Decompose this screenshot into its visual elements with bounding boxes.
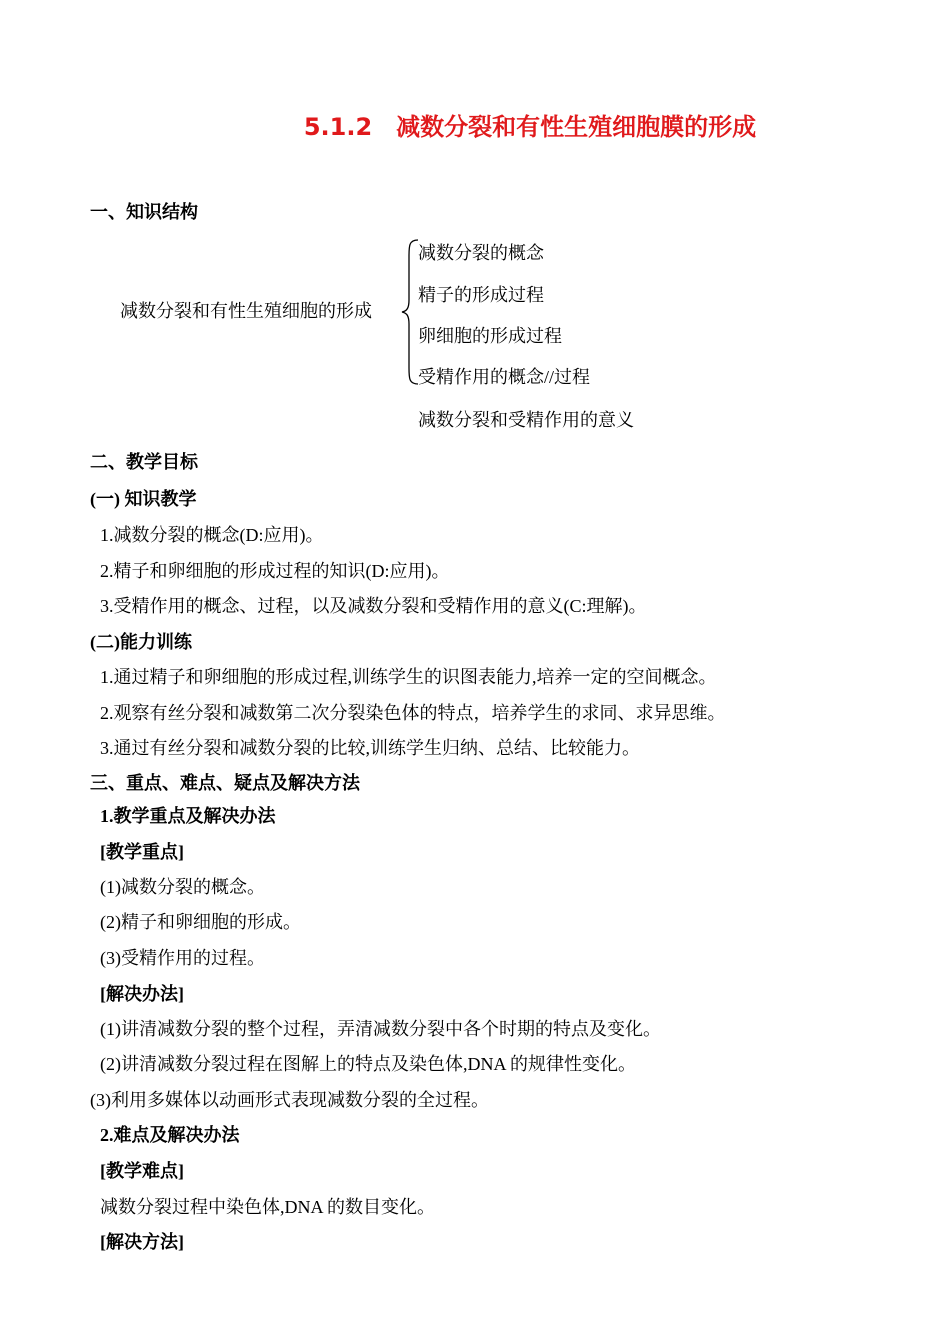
structure-branch: 受精作用的概念//过程 (418, 367, 591, 387)
list-item: 1.通过精子和卵细胞的形成过程,训练学生的识图表能力,培养一定的空间概念。 (100, 667, 717, 687)
section1-heading: 一、知识结构 (90, 202, 198, 222)
list-item: (2)精子和卵细胞的形成。 (100, 912, 301, 932)
difficulty-label: [教学难点] (100, 1161, 184, 1181)
list-item: 2.精子和卵细胞的形成过程的知识(D:应用)。 (100, 561, 450, 581)
structure-root: 减数分裂和有性生殖细胞的形成 (120, 301, 372, 321)
list-item: (2)讲清减数分裂过程在图解上的特点及染色体,DNA 的规律性变化。 (100, 1054, 636, 1074)
structure-branch: 卵细胞的形成过程 (418, 326, 562, 346)
knowledge-heading: (一) 知识教学 (90, 489, 197, 509)
page-title: 5.1.2 减数分裂和有性生殖细胞膜的形成 (303, 113, 757, 141)
list-item: (3)利用多媒体以动画形式表现减数分裂的全过程。 (90, 1090, 489, 1110)
section3-heading: 三、重点、难点、疑点及解决方法 (90, 773, 360, 793)
list-item: 3.受精作用的概念、过程，以及减数分裂和受精作用的意义(C:理解)。 (100, 596, 647, 616)
solution-label: [解决办法] (100, 984, 184, 1004)
focus-label: [教学重点] (100, 842, 184, 862)
solution-method-label: [解决方法] (100, 1232, 184, 1252)
list-item: (3)受精作用的过程。 (100, 948, 265, 968)
section2-heading: 二、教学目标 (90, 452, 198, 472)
ability-heading: (二)能力训练 (90, 632, 192, 652)
list-item: 2.观察有丝分裂和减数第二次分裂染色体的特点，培养学生的求同、求异思维。 (100, 703, 726, 723)
structure-branch: 精子的形成过程 (418, 285, 544, 305)
difficulty-text: 减数分裂过程中染色体,DNA 的数目变化。 (100, 1197, 436, 1217)
list-item: 1.减数分裂的概念(D:应用)。 (100, 525, 324, 545)
structure-extra: 减数分裂和受精作用的意义 (418, 410, 634, 430)
list-item: (1)讲清减数分裂的整个过程，弄清减数分裂中各个时期的特点及变化。 (100, 1019, 661, 1039)
list-item: (1)减数分裂的概念。 (100, 877, 265, 897)
focus-heading: 1.教学重点及解决办法 (100, 806, 276, 826)
difficulty-heading: 2.难点及解决办法 (100, 1125, 240, 1145)
structure-branch: 减数分裂的概念 (418, 243, 544, 263)
curly-brace-icon (400, 238, 420, 386)
list-item: 3.通过有丝分裂和减数分裂的比较,训练学生归纳、总结、比较能力。 (100, 738, 640, 758)
